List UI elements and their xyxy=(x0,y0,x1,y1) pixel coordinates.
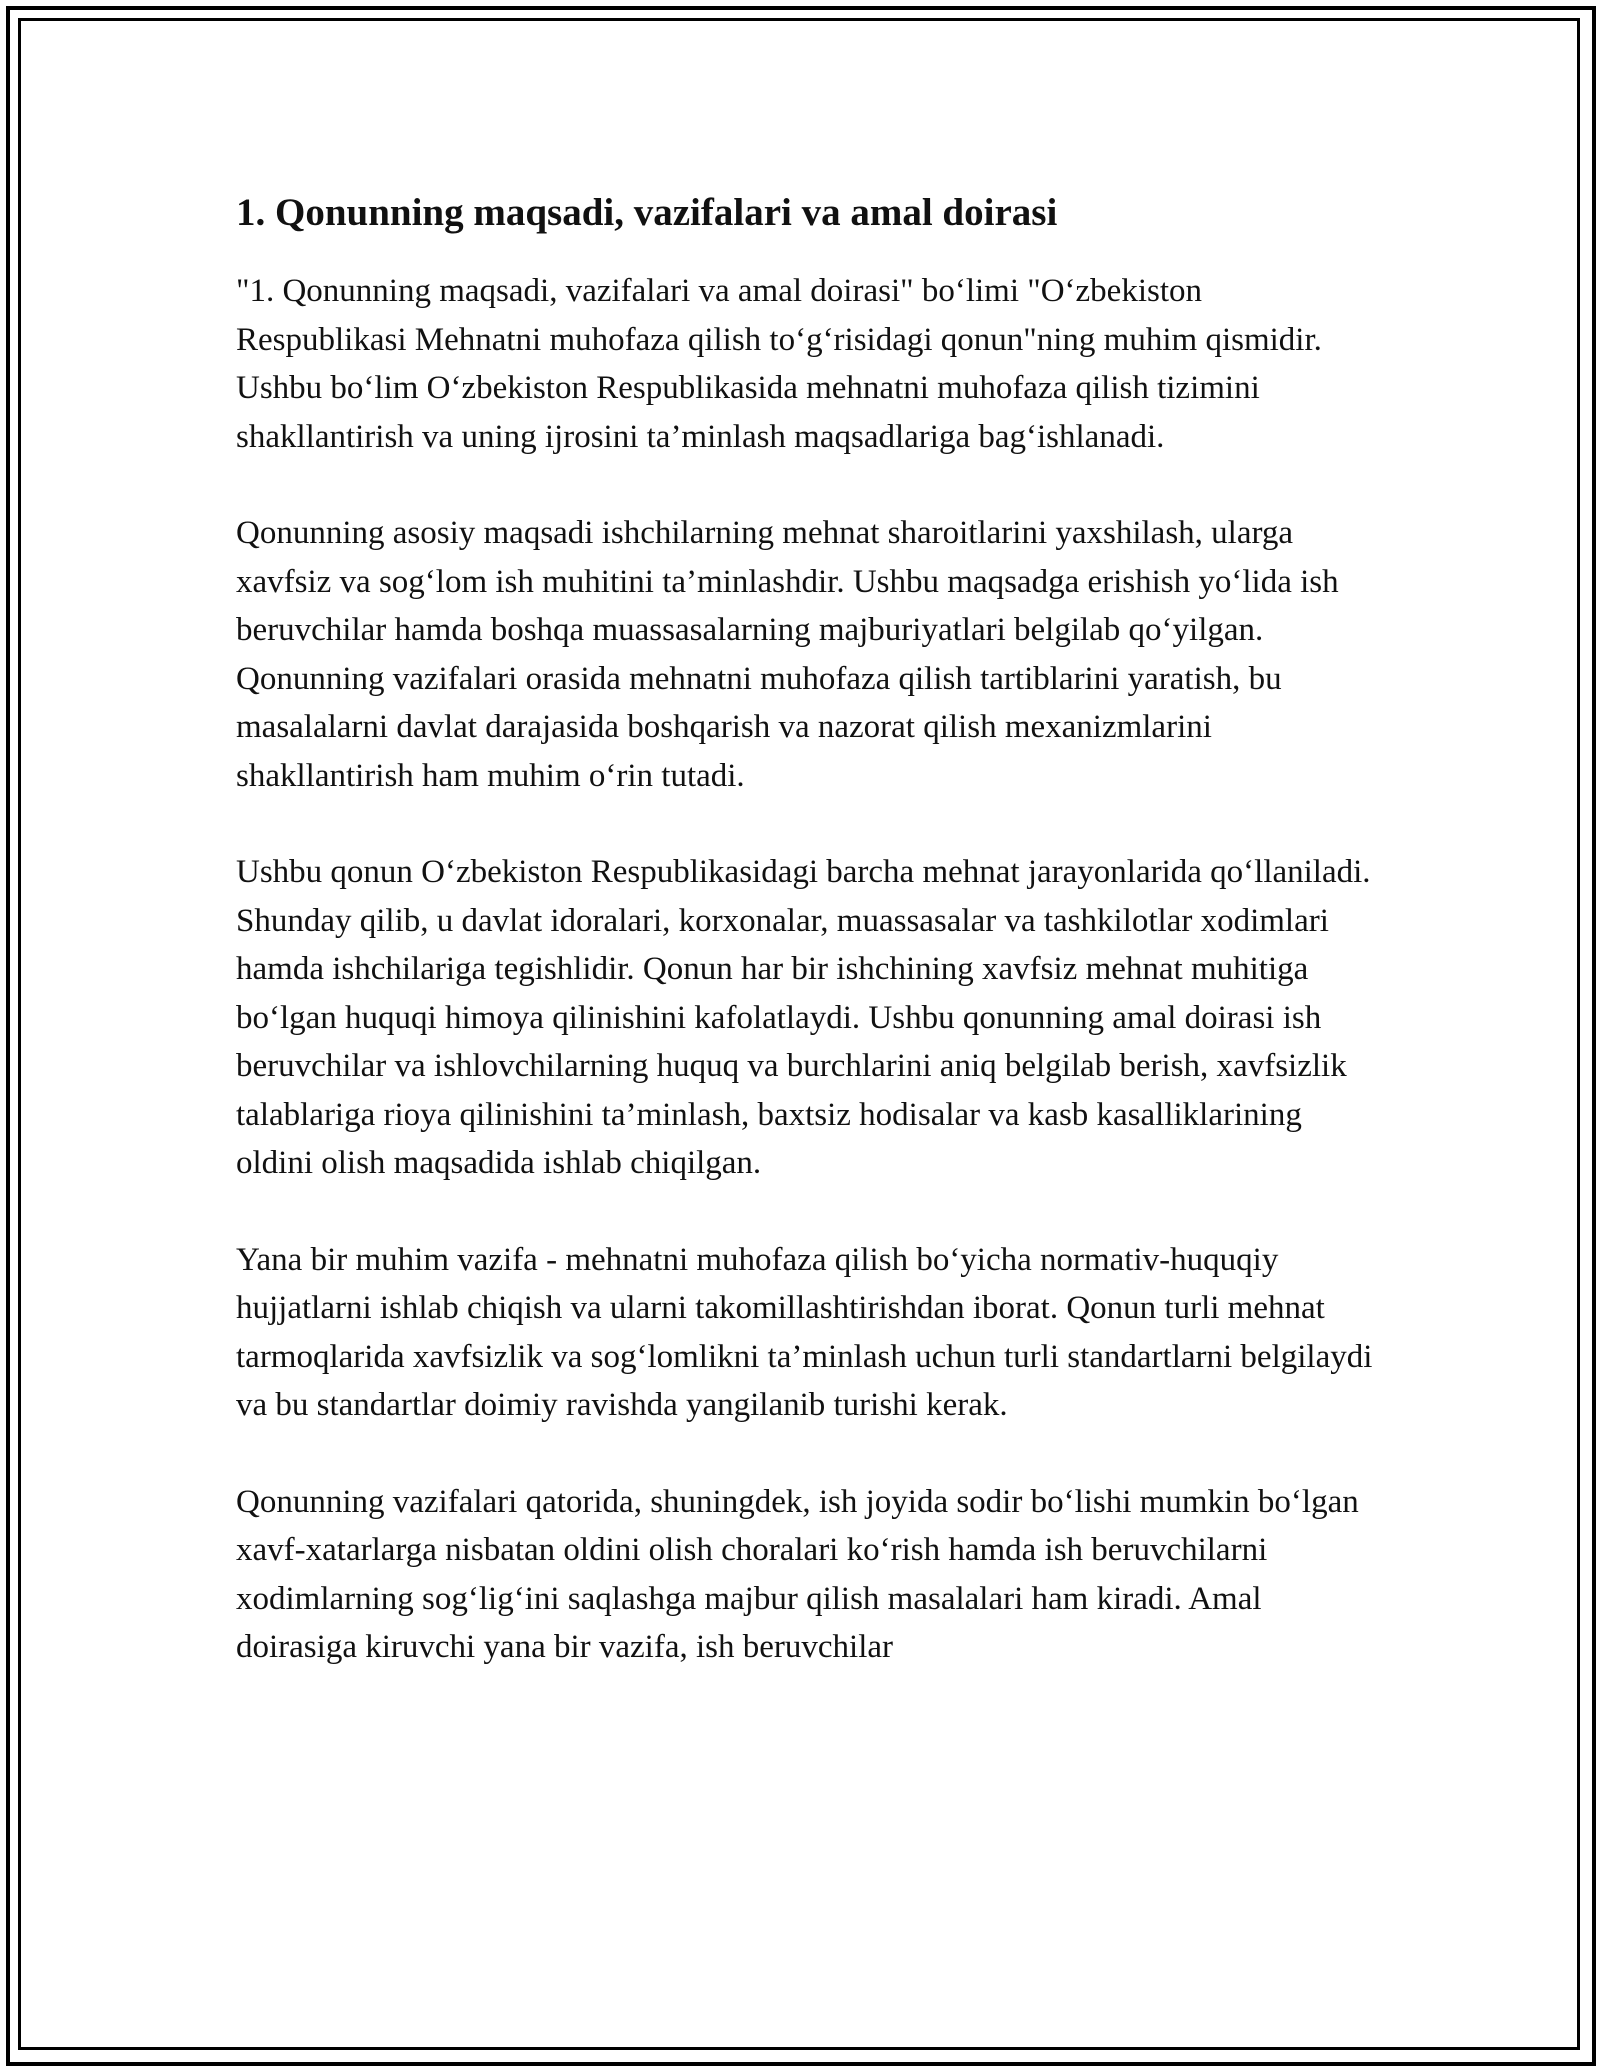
paragraph-main-goal: Qonunning asosiy maqsadi ishchilarning mehnat sharoitlarini yaxshilash, ularga xavfsiz va sog‘lom ish muhitini ta’minlashdir. Ushbu maqsadga erishish yo‘lida ish beruvchilar hamda boshqa muassasalarning majburiyatlari belgilab qo‘yilgan. Qonunning vazifalari orasida mehnatni muhofaza qilish tartiblarini yaratish, bu masalalarni davlat darajasida boshqarish va nazorat qilish mexanizmlarini shakllantirish ham muhim o‘rin tutadi. xyxy=(236,515,1339,794)
paragraph-normative-acts: Yana bir muhim vazifa - mehnatni muhofaza qilish bo‘yicha normativ-huquqiy hujjatlarni ishlab chiqish va ularni takomillashtirishdan iborat. Qonun turli mehnat tarmoqlarida xavfsizlik va sog‘lomlikni ta’minlash uchun turli standartlarni belgilaydi va bu standartlar doimiy ravishda yangilanib turishi kerak. xyxy=(236,1241,1373,1423)
paragraph-risk-prevention: Qonunning vazifalari qatorida, shuningdek, ish joyida sodir bo‘lishi mumkin bo‘lgan xavf-xatarlarga nisbatan oldini olish choralari ko‘rish hamda ish beruvchilarni xodimlarning sog‘lig‘ini saqlashga majbur qilish masalalari ham kiradi. Amal doirasiga kiruvchi yana bir vazifa, ish beruvchilar xyxy=(236,1483,1359,1665)
paragraph-intro: "1. Qonunning maqsadi, vazifalari va amal doirasi" bo‘limi "O‘zbekiston Respublikasi Mehnatni muhofaza qilish to‘g‘risidagi qonun"ning muhim qismidir. Ushbu bo‘lim O‘zbekiston Respublikasida mehnatni muhofaza qilish tizimini shakllantirish va uning ijrosini ta’minlash maqsadlariga bag‘ishlanadi. xyxy=(236,273,1322,455)
section-heading: 1. Qonunning maqsadi, vazifalari va amal doirasi xyxy=(236,191,1058,234)
document-page xyxy=(236,185,1376,1720)
paragraph-scope: Ushbu qonun O‘zbekiston Respublikasidagi barcha mehnat jarayonlarida qo‘llaniladi. Shunday qilib, u davlat idoralari, korxonalar, muassasalar va tashkilotlar xodimlari hamda ishchilariga tegishlidir. Qonun har bir ishchining xavfsiz mehnat muhitiga bo‘lgan huquqi himoya qilinishini kafolatlaydi. Ushbu qonunning amal doirasi ish beruvchilar va ishlovchilarning huquq va burchlarini aniq belgilab berish, xavfsizlik talablariga rioya qilinishini ta’minlash, baxtsiz hodisalar va kasb kasalliklarining oldini olish maqsadida ishlab chiqilgan. xyxy=(236,854,1371,1181)
